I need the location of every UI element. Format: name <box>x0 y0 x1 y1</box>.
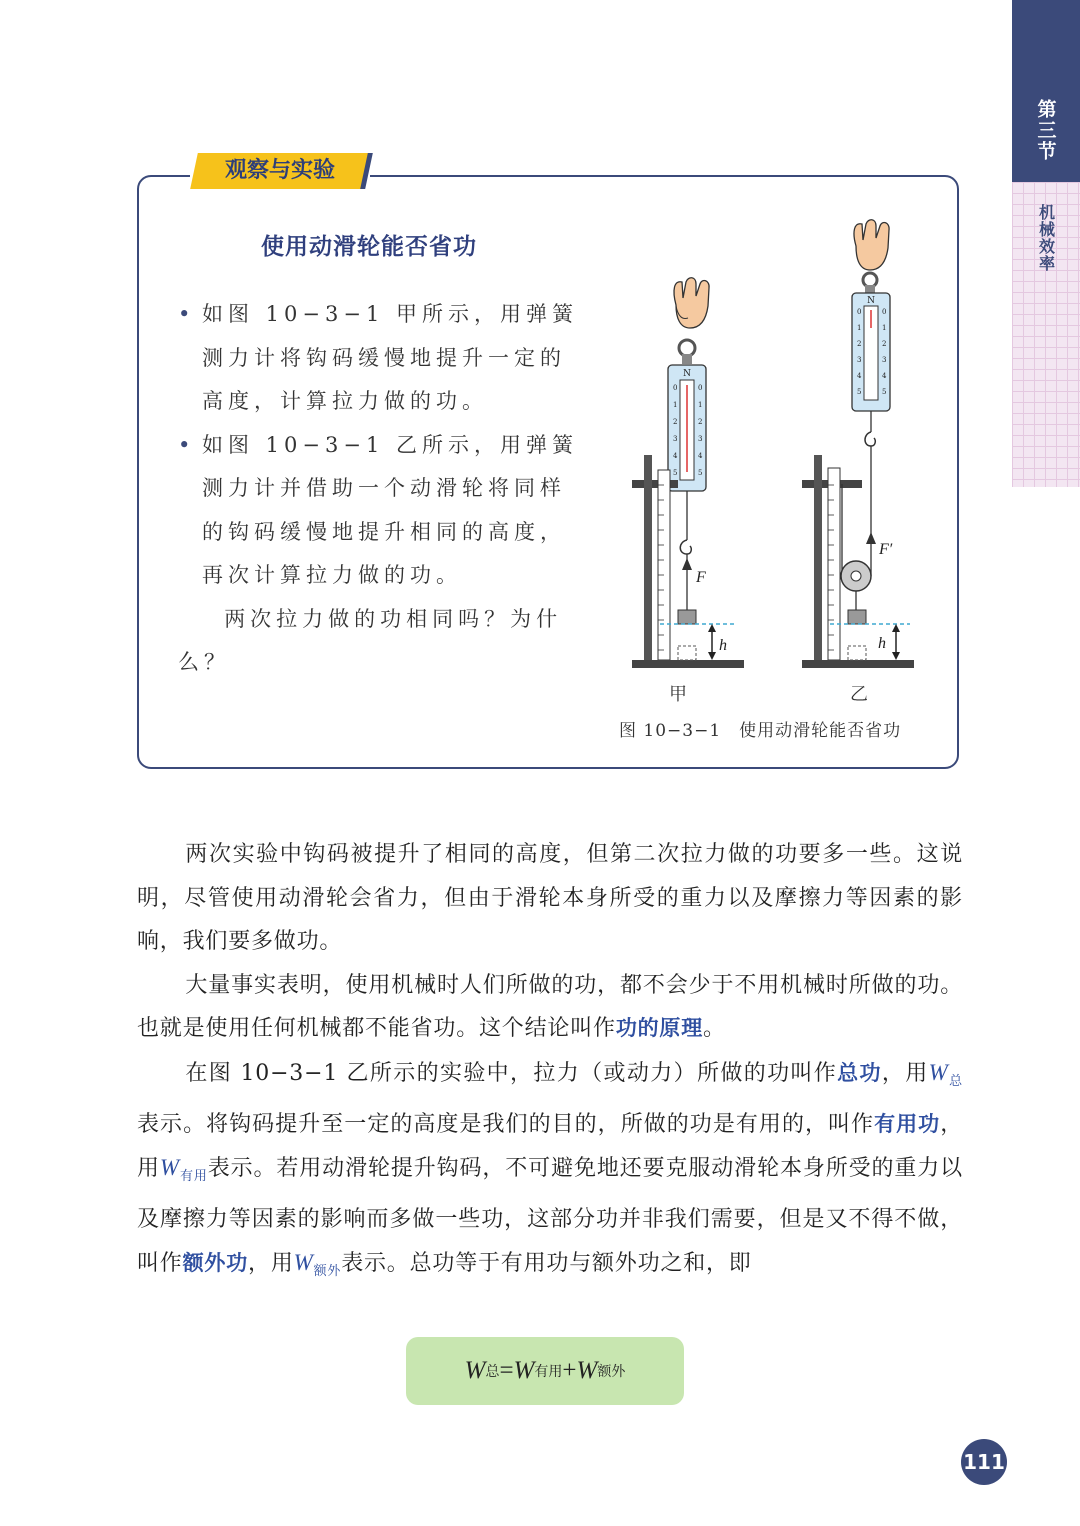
height-label-b: h <box>878 635 886 652</box>
experiment-header <box>190 151 370 191</box>
svg-text:1: 1 <box>673 401 678 409</box>
svg-text:4: 4 <box>882 372 887 380</box>
svg-text:5: 5 <box>882 388 887 396</box>
ruler-a <box>658 470 670 660</box>
section-label: 第三节 <box>1034 99 1057 162</box>
chapter-topic-tab <box>1012 182 1080 487</box>
height-label-a: h <box>719 637 727 654</box>
term-work-principle: 功的原理 <box>615 1016 704 1041</box>
scale-unit-b: N <box>867 296 875 306</box>
body-text <box>137 833 963 1293</box>
formula-box: W 总 = W 有用 + W 额外 <box>406 1337 684 1405</box>
term-total-work: 总功 <box>837 1060 882 1085</box>
svg-text:3: 3 <box>698 435 703 443</box>
weight-a <box>678 610 696 624</box>
svg-text:4: 4 <box>698 452 703 460</box>
bullet-dot-icon: • <box>178 302 196 326</box>
figure-label-b: 乙 <box>850 684 868 705</box>
svg-text:1: 1 <box>698 401 703 409</box>
svg-text:2: 2 <box>857 340 862 348</box>
svg-text:2: 2 <box>698 418 703 426</box>
weight-b <box>848 610 866 624</box>
svg-text:3: 3 <box>673 435 678 443</box>
ruler-b <box>828 468 840 660</box>
force-label-a: F <box>696 569 706 586</box>
paragraph-3: 在图 10−3−1 乙所示的实验中，拉力（或动力）所做的功叫作总功，用$W_总$表示。将钩码提升至一定的高度是我们的目的，所做的功是有用的，叫作有用功，用$W_{有用}$表示。若用动滑轮提升钩码，不可避免地还要克服动滑轮本身所受的重力以及摩擦力等因素的影响而多做一些功，这部分功并非我们需要，但是又不得不做，叫作额外功，用$W_{额外}$表示。总功等于有用功与额外功之和，即 <box>137 1059 963 1279</box>
paragraph-2: 大量事实表明，使用机械时人们所做的功，都不会少于不用机械时所做的功。也就是使用任何机械都不能省功。这个结论叫作功的原理。 <box>137 972 963 1042</box>
experiment-text <box>178 293 583 685</box>
hand-icon <box>854 220 889 270</box>
setup-b <box>802 220 914 668</box>
svg-text:3: 3 <box>882 356 887 364</box>
svg-text:5: 5 <box>698 469 703 477</box>
svg-text:5: 5 <box>857 388 862 396</box>
chapter-section-tab <box>1012 0 1080 182</box>
symbol-w-total: $W_总$ <box>928 1059 963 1088</box>
bullet-dot-icon: • <box>178 432 196 457</box>
figure-label-a: 甲 <box>669 684 687 705</box>
header-tag-text: 观察与实验 <box>224 158 335 183</box>
experiment-question: 两次拉力做的功相同吗？为什么？ <box>178 606 563 674</box>
hand-icon <box>674 278 709 328</box>
pulley-experiment-figure <box>620 210 930 680</box>
scale-unit-a: N <box>683 369 691 379</box>
symbol-w-extra: $W_{额外}$ <box>293 1250 342 1279</box>
setup-a <box>632 278 744 668</box>
page-number: 111 <box>961 1439 1007 1485</box>
svg-text:0: 0 <box>857 308 862 316</box>
paragraph-1: 两次实验中钩码被提升了相同的高度，但第二次拉力做的功要多一些。这说明，尽管使用动滑轮会省力，但由于滑轮本身所受的重力以及摩擦力等因素的影响，我们要多做功。 <box>137 842 963 955</box>
experiment-step-2: • 如图 10−3−1 乙所示，用弹簧测力计并借助一个动滑轮将同样的钩码缓慢地提升相同的高度，再次计算拉力做的功。 <box>178 424 583 598</box>
experiment-step-1: • 如图 10−3−1 甲所示，用弹簧测力计将钩码缓慢地提升一定的高度，计算拉力做的功。 <box>178 293 583 424</box>
svg-text:0: 0 <box>673 384 678 392</box>
force-label-b: F′ <box>879 541 893 558</box>
svg-text:4: 4 <box>673 452 678 460</box>
svg-text:1: 1 <box>882 324 887 332</box>
svg-text:4: 4 <box>857 372 862 380</box>
svg-text:3: 3 <box>857 356 862 364</box>
svg-text:0: 0 <box>698 384 703 392</box>
term-extra-work: 额外功 <box>182 1251 249 1276</box>
svg-text:1: 1 <box>857 324 862 332</box>
svg-text:0: 0 <box>882 308 887 316</box>
symbol-w-useful: $W_{有用}$ <box>159 1155 208 1184</box>
figure-caption: 图 10−3−1 使用动滑轮能否省功 <box>619 721 902 741</box>
svg-text:2: 2 <box>882 340 887 348</box>
svg-text:2: 2 <box>673 418 678 426</box>
term-useful-work: 有用功 <box>874 1111 941 1136</box>
topic-label: 机械效率 <box>1036 204 1056 272</box>
svg-text:5: 5 <box>673 469 678 477</box>
experiment-title: 使用动滑轮能否省功 <box>261 234 477 260</box>
